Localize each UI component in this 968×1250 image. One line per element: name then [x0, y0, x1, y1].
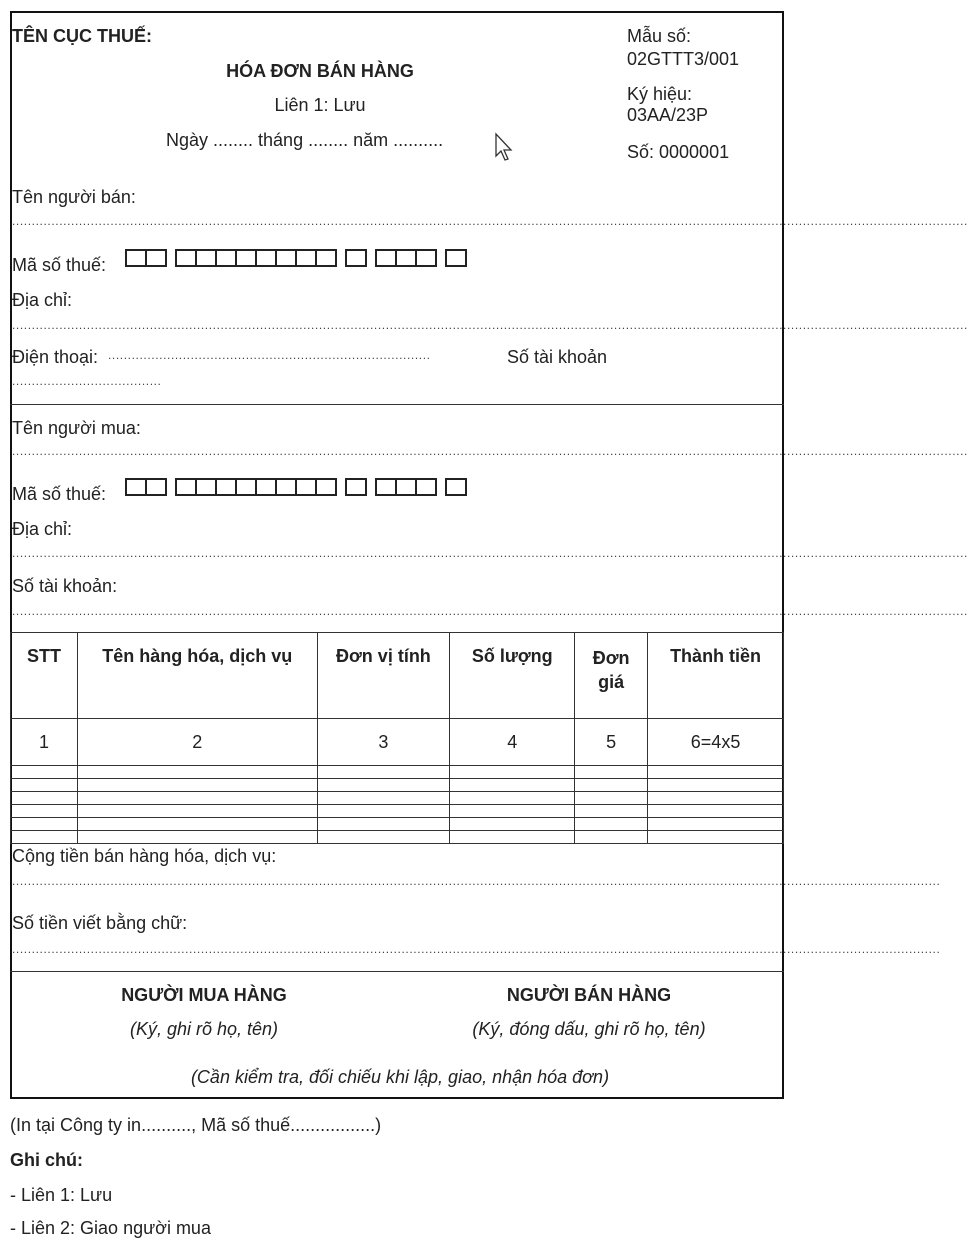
seller-phone-dots: .................................................................................. [108, 348, 431, 362]
buyer-name-label: Tên người mua: [12, 418, 141, 438]
table-header-row [11, 633, 784, 719]
table-row [11, 766, 784, 779]
buyer-tax-label: Mã số thuế: [12, 484, 107, 504]
col-unit-price: Đơn giá [575, 633, 648, 719]
invoice-number: Số: 0000001 [627, 142, 730, 162]
buyer-name-dots: ................................................................................................................................................................................................................................................... [12, 444, 968, 458]
table-row [11, 831, 784, 844]
buyer-address-dots: ................................................................................................................................................................................................................................................... [12, 546, 968, 560]
col-item-name: Tên hàng hóa, dịch vụ [77, 633, 317, 719]
note-copy-2: - Liên 2: Giao người mua [10, 1218, 211, 1238]
divider [10, 971, 784, 972]
col-unit: Đơn vị tính [317, 633, 450, 719]
subtotal-dots: ............................................................................................................................................................................................................................................ [12, 874, 941, 888]
symbol-value: 03AA/23P [627, 105, 709, 125]
symbol-label: Ký hiệu: [627, 84, 693, 104]
buyer-tax-boxes [125, 478, 465, 496]
cell-number: 6=4x5 [648, 719, 784, 766]
cell-number: 1 [11, 719, 78, 766]
seller-signature-note: (Ký, đóng dấu, ghi rõ họ, tên) [472, 1019, 706, 1039]
cell-number: 3 [317, 719, 450, 766]
buyer-signature-note: (Ký, ghi rõ họ, tên) [129, 1019, 279, 1039]
goods-table [10, 632, 784, 844]
seller-address-label: Địa chỉ: [12, 290, 73, 310]
cell-number: 5 [575, 719, 648, 766]
table-row [11, 719, 784, 766]
seller-signature-title: NGƯỜI BÁN HÀNG [506, 985, 672, 1005]
seller-tax-label: Mã số thuế: [12, 255, 107, 275]
date-line: Ngày ........ tháng ........ năm .......... [166, 130, 444, 150]
col-quantity: Số lượng [450, 633, 575, 719]
invoice-title: HÓA ĐƠN BÁN HÀNG [226, 61, 414, 81]
buyer-address-label: Địa chỉ: [12, 519, 73, 539]
divider [10, 404, 784, 405]
notes-title: Ghi chú: [10, 1150, 83, 1170]
seller-phone-label: Điện thoại: [12, 347, 99, 367]
buyer-signature-title: NGƯỜI MUA HÀNG [121, 985, 287, 1005]
seller-account-label: Số tài khoản [507, 347, 608, 367]
mouse-cursor-icon [494, 132, 514, 162]
form-value: 02GTTT3/001 [627, 49, 740, 69]
table-row [11, 805, 784, 818]
check-note: (Cần kiểm tra, đối chiếu khi lập, giao, nhận hóa đơn) [190, 1067, 610, 1087]
cell-number: 4 [450, 719, 575, 766]
seller-address-dots: ................................................................................................................................................................................................................................................... [12, 318, 968, 332]
table-row [11, 779, 784, 792]
amount-in-words-dots: ............................................................................................................................................................................................................................................ [12, 942, 941, 956]
seller-name-dots: ................................................................................................................................................................................................................................................... [12, 214, 968, 228]
form-label: Mẫu số: [627, 26, 692, 46]
note-copy-1: - Liên 1: Lưu [10, 1185, 113, 1205]
table-row [11, 818, 784, 831]
seller-name-label: Tên người bán: [12, 187, 136, 207]
copy-label: Liên 1: Lưu [274, 95, 366, 115]
buyer-account-dots: ................................................................................................................................................................................................................................................... [12, 604, 968, 618]
seller-tax-boxes [125, 249, 465, 267]
subtotal-label: Cộng tiền bán hàng hóa, dịch vụ: [12, 846, 277, 866]
cell-number: 2 [77, 719, 317, 766]
seller-account-dots: ...................................... [12, 374, 162, 388]
col-amount: Thành tiền [648, 633, 784, 719]
amount-in-words-label: Số tiền viết bằng chữ: [12, 913, 188, 933]
tax-authority-label: TÊN CỤC THUẾ: [12, 26, 152, 46]
col-stt: STT [11, 633, 78, 719]
table-row [11, 792, 784, 805]
buyer-account-label: Số tài khoản: [12, 576, 118, 596]
printed-at-note: (In tại Công ty in.........., Mã số thuế.................) [10, 1115, 382, 1135]
